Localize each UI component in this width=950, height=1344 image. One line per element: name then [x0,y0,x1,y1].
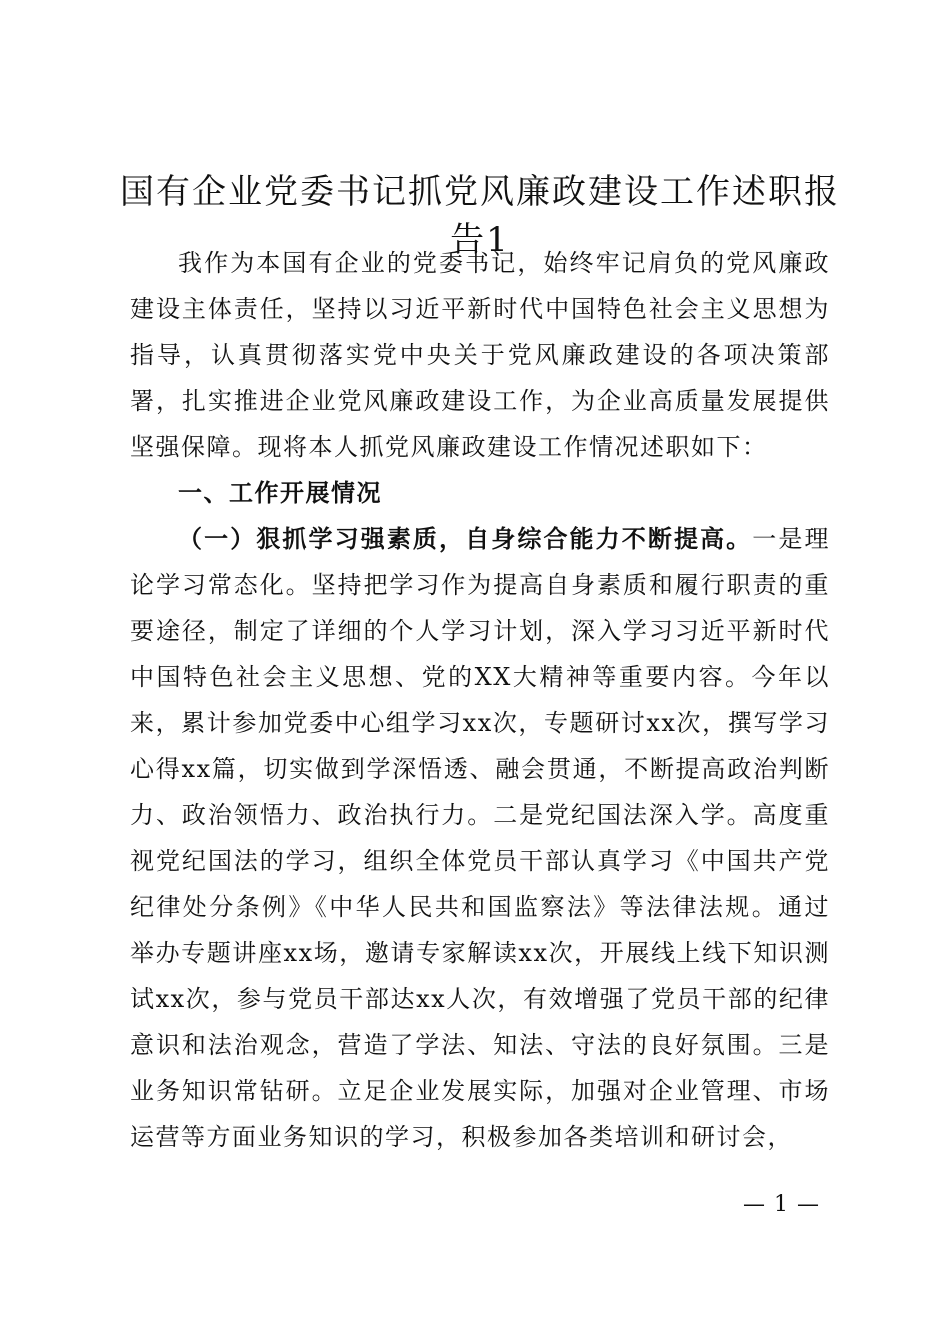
intro-paragraph: 我作为本国有企业的党委书记，始终牢记肩负的党风廉政建设主体责任，坚持以习近平新时代中国特色社会主义思想为指导，认真贯彻落实党中央关于党风廉政建设的各项决策部署，扎实推进企业党风廉政建设工作，为企业高质量发展提供坚强保障。现将本人抓党风廉政建设工作情况述职如下： [130,249,830,461]
document-title: 国有企业党委书记抓党风廉政建设工作述职报告1 [120,172,840,260]
subsection-paragraph [130,516,830,1160]
page-number: — 1 — [743,1192,820,1217]
subsection-body: 一是理论学习常态化。坚持把学习作为提高自身素质和履行职责的重要途径，制定了详细的个人学习计划，深入学习习近平新时代中国特色社会主义思想、党的XX大精神等重要内容。今年以来，累计参加党委中心组学习xx次，专题研讨xx次，撰写学习心得xx篇，切实做到学深悟透、融会贯通，不断提高政治判断力、政治领悟力、政治执行力。二是党纪国法深入学。高度重视党纪国法的学习，组织全体党员干部认真学习《中国共产党纪律处分条例》《中华人民共和国监察法》等法律法规。通过举办专题讲座xx场，邀请专家解读xx次，开展线上线下知识测试xx次，参与党员干部达xx人次，有效增强了党员干部的纪律意识和法治观念，营造了学法、知法、守法的良好氛围。三是业务知识常钻研。立足企业发展实际，加强对企业管理、市场运营等方面业务知识的学习，积极参加各类培训和研讨会， [130,525,831,1151]
document-body [130,240,830,1160]
subsection-heading: （一）狠抓学习强素质，自身综合能力不断提高。 [178,524,753,553]
section-heading: 一、工作开展情况 [178,479,382,507]
